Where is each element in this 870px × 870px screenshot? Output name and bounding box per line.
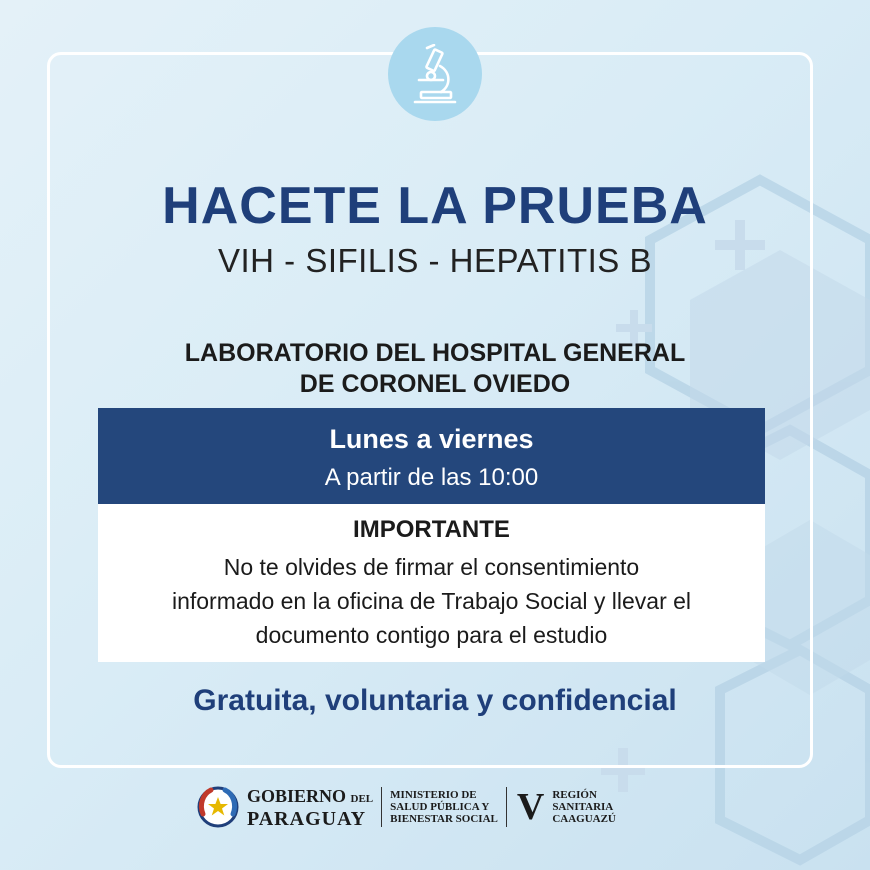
region-numeral: V xyxy=(516,786,545,828)
divider xyxy=(506,787,507,827)
notice-line: documento contigo para el estudio xyxy=(255,622,608,648)
ministry-logo-text: MINISTERIO DE SALUD PÚBLICA Y BIENESTAR SOCIAL xyxy=(390,789,498,825)
paraguay-coat-of-arms-icon xyxy=(195,784,241,830)
notice-line: informado en la oficina de Trabajo Social y llevar el xyxy=(171,588,692,614)
microscope-icon xyxy=(407,44,463,104)
government-logo-text: GOBIERNO DEL PARAGUAY xyxy=(247,785,374,830)
region-logo-text: REGIÓN SANITARIA CAAGUAZÚ xyxy=(552,789,616,825)
footer-logos xyxy=(195,780,675,834)
notice-title: IMPORTANTE xyxy=(353,516,510,543)
tagline: Gratuita, voluntaria y confidencial xyxy=(193,684,677,717)
notice-text xyxy=(98,550,765,652)
schedule-time: A partir de las 10:00 xyxy=(324,464,539,491)
page-title: HACETE LA PRUEBA xyxy=(162,177,708,235)
divider xyxy=(381,787,382,827)
location-line: DE CORONEL OVIEDO xyxy=(299,370,571,398)
location-line: LABORATORIO DEL HOSPITAL GENERAL xyxy=(184,339,686,367)
important-notice xyxy=(98,504,765,662)
microscope-badge xyxy=(388,27,482,121)
schedule-panel xyxy=(98,408,765,504)
tests-subtitle: VIH - SIFILIS - HEPATITIS B xyxy=(217,242,652,279)
schedule-days: Lunes a viernes xyxy=(329,424,534,454)
notice-line: No te olvides de firmar el consentimiento xyxy=(223,554,640,580)
location-heading xyxy=(0,338,870,400)
